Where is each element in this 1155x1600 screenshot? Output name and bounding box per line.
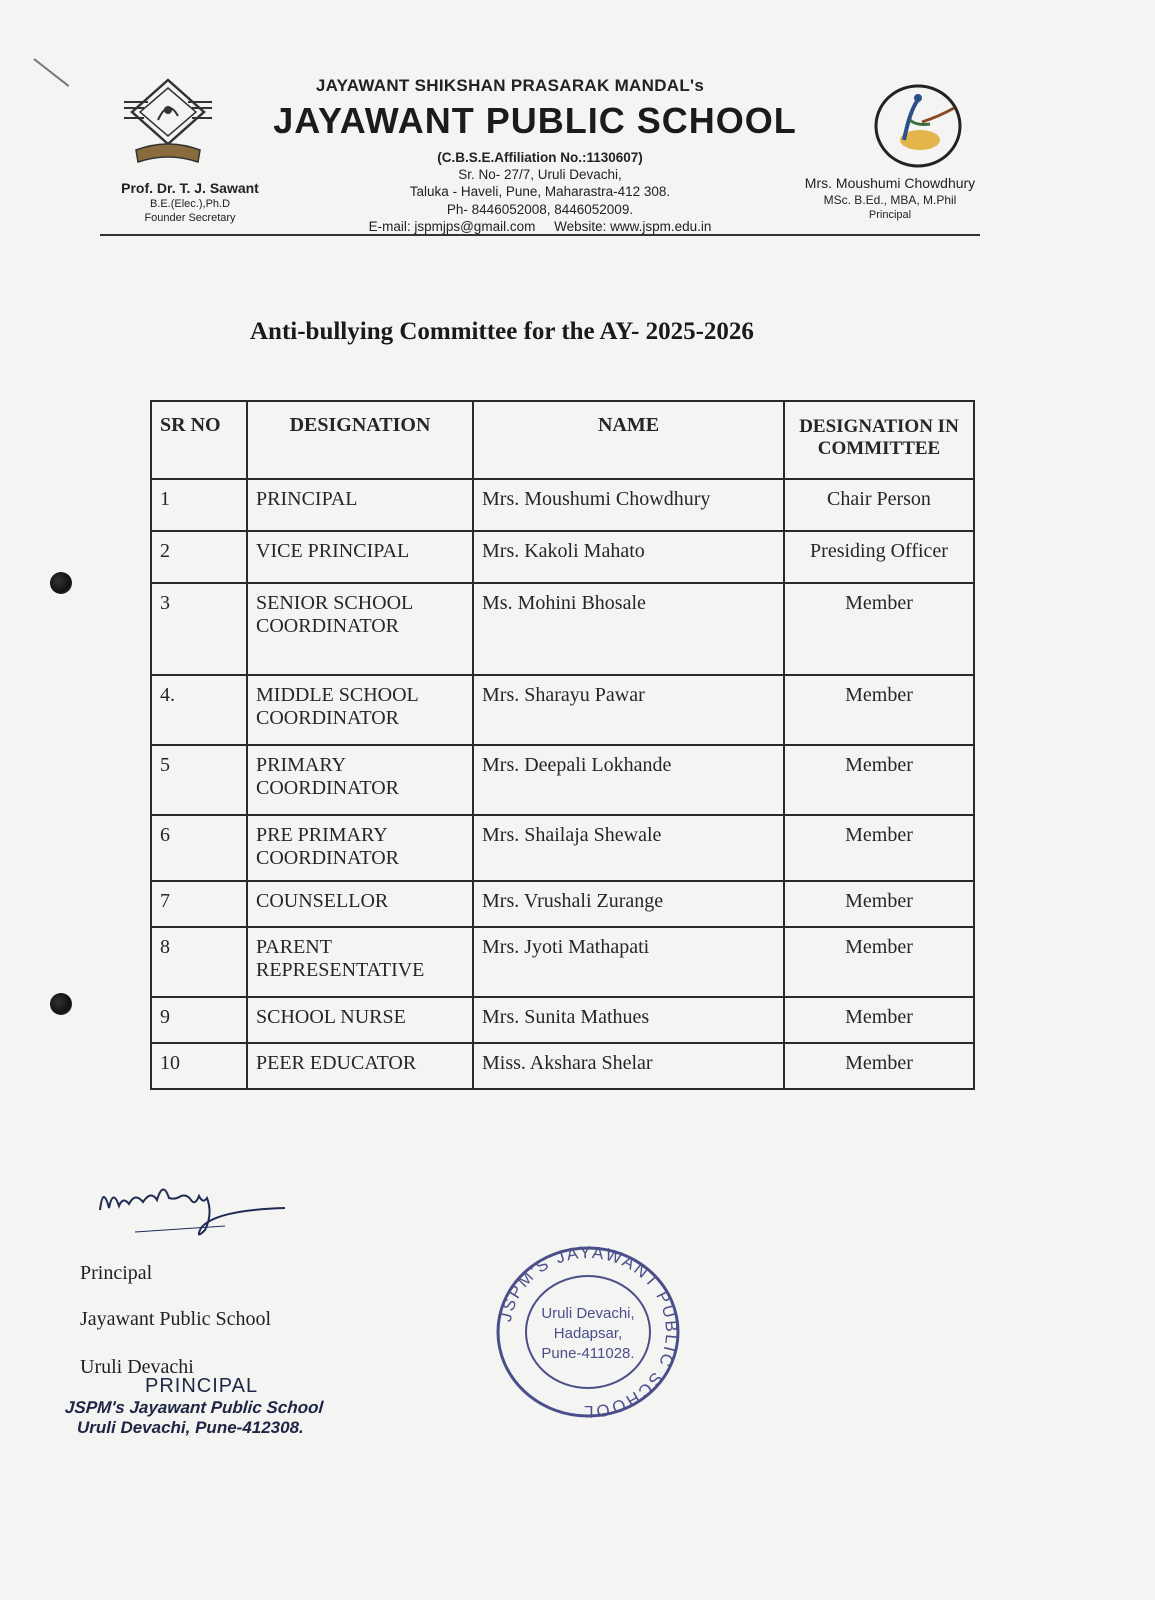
- founder-name: Prof. Dr. T. J. Sawant: [121, 180, 259, 196]
- sr-cell: 7: [151, 881, 247, 927]
- table-header-row: [151, 401, 974, 479]
- founder-role: Founder Secretary: [144, 212, 236, 224]
- footer-line: Principal: [80, 1262, 153, 1284]
- sr-cell: 2: [151, 531, 247, 583]
- designation-cell: MIDDLE SCHOOL COORDINATOR: [247, 675, 473, 745]
- email-website-line: E-mail: jspmjps@gmail.com Website: www.jspm.edu.in: [368, 219, 712, 234]
- mandal-name: JAYAWANT SHIKSHAN PRASARAK MANDAL's: [315, 76, 705, 95]
- founder-qualification: B.E.(Elec.),Ph.D: [149, 198, 231, 210]
- table-row: [151, 675, 974, 745]
- stamp-line: Uruli Devachi, Pune-412308.: [77, 1418, 304, 1437]
- committee-role-cell: Chair Person: [784, 479, 974, 531]
- school-crest-icon: [118, 72, 218, 172]
- sr-cell: 9: [151, 997, 247, 1043]
- punch-hole: [50, 993, 72, 1015]
- committee-role-cell: Member: [784, 675, 974, 745]
- name-cell: Mrs. Vrushali Zurange: [473, 881, 784, 927]
- principal-rubber-stamp: [65, 1375, 385, 1438]
- principal-role: Principal: [868, 209, 912, 221]
- name-cell: Miss. Akshara Shelar: [473, 1043, 784, 1089]
- stamp-line: JSPM's Jayawant Public School: [64, 1398, 324, 1417]
- designation-cell: PRINCIPAL: [247, 479, 473, 531]
- sr-cell: 1: [151, 479, 247, 531]
- footer-line: Uruli Devachi: [80, 1356, 194, 1378]
- designation-cell: COUNSELLOR: [247, 881, 473, 927]
- name-cell: Mrs. Jyoti Mathapati: [473, 927, 784, 997]
- name-cell: Mrs. Sunita Mathues: [473, 997, 784, 1043]
- stamp-line: PRINCIPAL: [145, 1375, 259, 1397]
- table-row: [151, 815, 974, 881]
- table-row: [151, 583, 974, 675]
- table-row: [151, 927, 974, 997]
- designation-cell: PARENT REPRESENTATIVE: [247, 927, 473, 997]
- principal-name: Mrs. Moushumi Chowdhury: [804, 175, 976, 191]
- committee-role-cell: Presiding Officer: [784, 531, 974, 583]
- principal-signature: [95, 1170, 295, 1250]
- designation-cell: VICE PRINCIPAL: [247, 531, 473, 583]
- footer-line: Jayawant Public School: [80, 1308, 272, 1330]
- designation-cell: SENIOR SCHOOL COORDINATOR: [247, 583, 473, 675]
- name-cell: Mrs. Kakoli Mahato: [473, 531, 784, 583]
- founder-block: [90, 180, 290, 224]
- seal-line: Hadapsar,: [553, 1325, 623, 1342]
- designation-cell: PEER EDUCATOR: [247, 1043, 473, 1089]
- school-emblem-icon: [870, 80, 968, 170]
- table-row: [151, 997, 974, 1043]
- phone-line: Ph- 8446052008, 8446052009.: [446, 202, 634, 217]
- name-cell: Ms. Mohini Bhosale: [473, 583, 784, 675]
- column-header: SR NO: [151, 401, 247, 479]
- committee-role-cell: Member: [784, 1043, 974, 1089]
- principal-qualification: MSc. B.Ed., MBA, M.Phil: [823, 193, 957, 207]
- name-cell: Mrs. Shailaja Shewale: [473, 815, 784, 881]
- column-header: DESIGNATION: [247, 401, 473, 479]
- committee-role-cell: Member: [784, 881, 974, 927]
- document-title: Anti-bullying Committee for the AY- 2025-2026: [250, 318, 754, 345]
- seal-ring-text: JSPM'S JAYAWANT PUBLIC SCHOOL: [495, 1242, 682, 1420]
- affiliation: (C.B.S.E.Affiliation No.:1130607): [437, 150, 643, 165]
- sr-cell: 10: [151, 1043, 247, 1089]
- principal-block: [780, 175, 1000, 221]
- committee-table: [150, 400, 975, 1090]
- table-row: [151, 531, 974, 583]
- table-row: [151, 881, 974, 927]
- name-cell: Mrs. Deepali Lokhande: [473, 745, 784, 815]
- committee-role-cell: Member: [784, 745, 974, 815]
- sr-cell: 8: [151, 927, 247, 997]
- pen-mark: [33, 58, 69, 87]
- column-header: DESIGNATION IN COMMITTEE: [784, 401, 974, 479]
- table-row: [151, 1043, 974, 1089]
- sr-cell: 4.: [151, 675, 247, 745]
- designation-cell: SCHOOL NURSE: [247, 997, 473, 1043]
- school-seal: [488, 1240, 688, 1420]
- address-line: Sr. No- 27/7, Uruli Devachi,: [458, 167, 622, 182]
- school-name: JAYAWANT PUBLIC SCHOOL: [273, 100, 797, 141]
- committee-role-cell: Member: [784, 927, 974, 997]
- designation-cell: PRE PRIMARY COORDINATOR: [247, 815, 473, 881]
- seal-line: Uruli Devachi,: [541, 1305, 635, 1322]
- committee-role-cell: Member: [784, 815, 974, 881]
- sr-cell: 6: [151, 815, 247, 881]
- sr-cell: 5: [151, 745, 247, 815]
- column-header: NAME: [473, 401, 784, 479]
- designation-cell: PRIMARY COORDINATOR: [247, 745, 473, 815]
- committee-role-cell: Member: [784, 583, 974, 675]
- seal-line: Pune-411028.: [541, 1345, 635, 1362]
- committee-role-cell: Member: [784, 997, 974, 1043]
- sr-cell: 3: [151, 583, 247, 675]
- table-row: [151, 479, 974, 531]
- punch-hole: [50, 572, 72, 594]
- letterhead-divider: [100, 234, 980, 236]
- name-cell: Mrs. Moushumi Chowdhury: [473, 479, 784, 531]
- address-line: Taluka - Haveli, Pune, Maharastra-412 308.: [409, 184, 671, 199]
- name-cell: Mrs. Sharayu Pawar: [473, 675, 784, 745]
- table-row: [151, 745, 974, 815]
